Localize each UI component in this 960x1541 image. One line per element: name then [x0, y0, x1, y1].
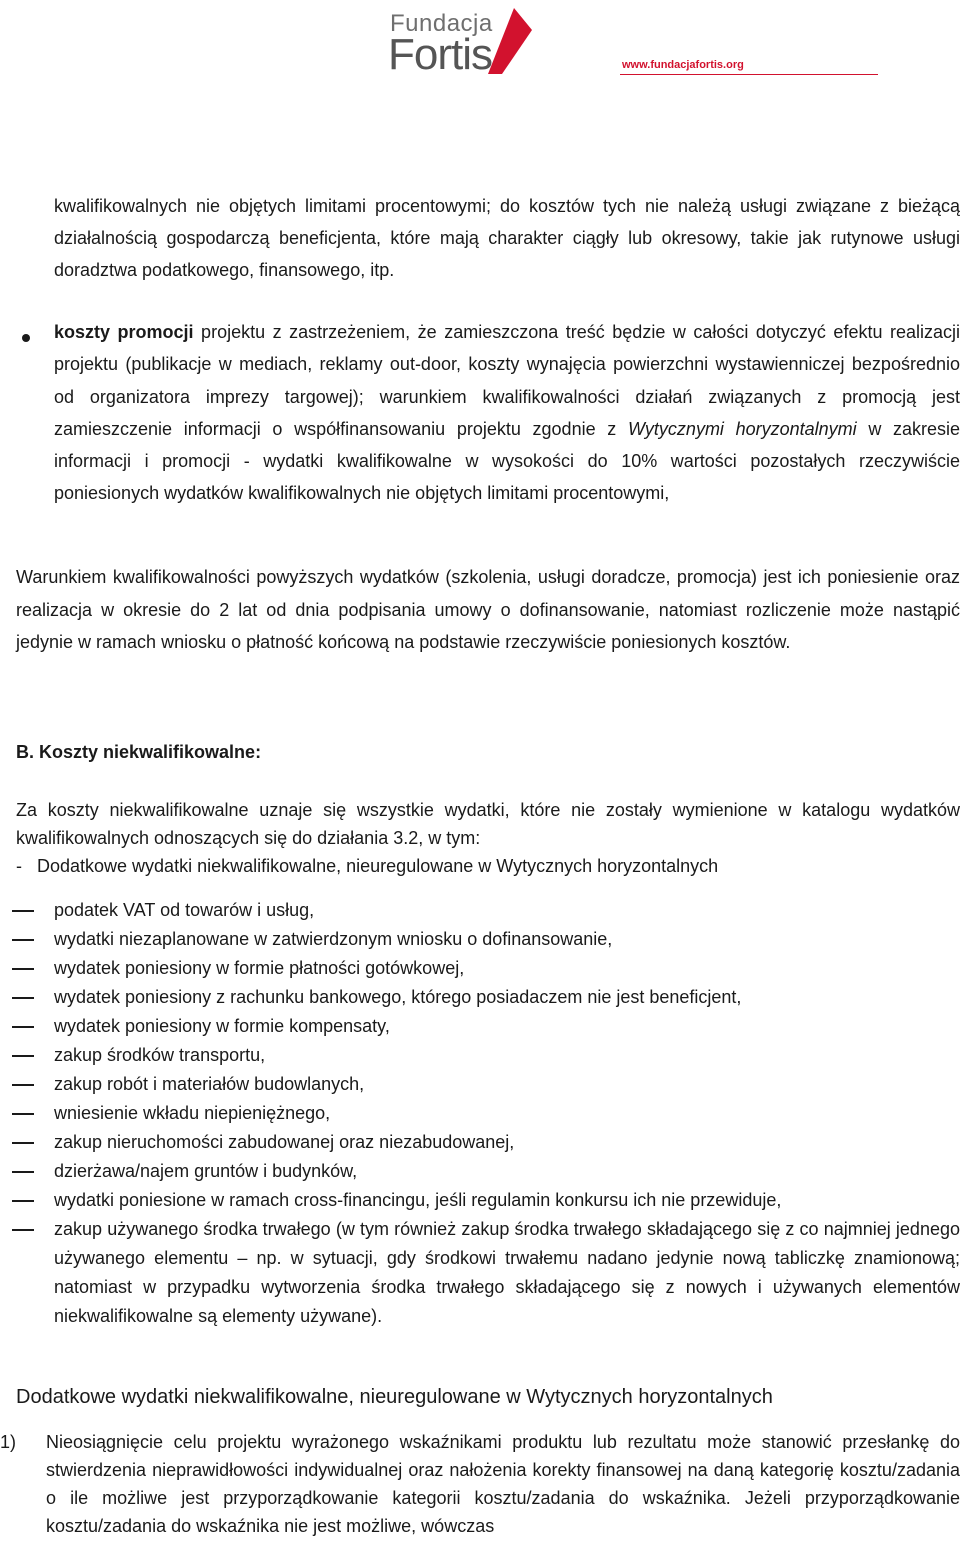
- list-item: podatek VAT od towarów i usług,: [10, 896, 960, 925]
- section-b-intro: Za koszty niekwalifikowalne uznaje się wszystkie wydatki, które nie zostały wymienione w katalogu wydatków kwalifikowalnych odnoszących się do działania 3.2, w tym:: [16, 800, 960, 848]
- continued-paragraph: kwalifikowalnych nie objętych limitami procentowymi; do kosztów tych nie należą usługi związane z bieżącą działalnością gospodarczą beneficjenta, które mają charakter ciągły lub okresowy, takie jak rutynowe usługi doradztwa podatkowego, finansowego, itp.: [54, 196, 960, 280]
- numbered-item-label: 1): [0, 1432, 17, 1452]
- conditions-paragraph: Warunkiem kwalifikowalności powyższych wydatków (szkolenia, usługi doradcze, promocja) jest ich poniesienie oraz realizacja w okresie do 2 lat od dnia podpisania umowy o dofinansowanie, natomiast rozliczenie może nastąpić jedynie w ramach wniosku o płatność końcową na podstawie rzeczywiście poniesionych kosztów.: [16, 567, 960, 652]
- website-link[interactable]: www.fundacjafortis.org: [622, 59, 744, 71]
- list-item: wydatek poniesiony z rachunku bankowego, którego posiadaczem nie jest beneficjent,: [10, 983, 960, 1012]
- list-item: wydatki niezaplanowane w zatwierdzonym wniosku o dofinansowanie,: [10, 925, 960, 954]
- list-item: wydatki poniesione w ramach cross-financingu, jeśli regulamin konkursu ich nie przewiduje,: [10, 1186, 960, 1215]
- promotion-costs-italic: Wytycznymi horyzontalnymi: [627, 418, 857, 439]
- additional-costs-heading: Dodatkowe wydatki niekwalifikowalne, nieuregulowane w Wytycznych horyzontalnych: [16, 1386, 773, 1408]
- numbered-item-text: Nieosiągnięcie celu projektu wyrażonego wskaźnikami produktu lub rezultatu może stanowić przesłankę do stwierdzenia nieprawidłowości indywidualnej oraz nałożenia korekty finansowej na daną kategorię kosztu/zadania o ile możliwe jest przyporządkowanie kategorii kosztu/zadania do wskaźnika. Jeżeli przyporządkowanie kosztu/zadania do wskaźnika nie jest możliwe, wówczas: [46, 1432, 960, 1536]
- section-b-subheading: - Dodatkowe wydatki niekwalifikowalne, nieuregulowane w Wytycznych horyzontalnych: [16, 856, 719, 876]
- section-b-heading: B. Koszty niekwalifikowalne:: [16, 742, 262, 762]
- list-item: wydatek poniesiony w formie kompensaty,: [10, 1012, 960, 1041]
- list-item: zakup używanego środka trwałego (w tym również zakup środka trwałego składającego się z co najmniej jednego używanego elementu – np. w sytuacji, gdy środkowi trwałemu nadano jedynie nową tabliczkę znamionową; natomiast w przypadku wytworzenia środka trwałego składającego się z nowych i używanych elementów niekwalifikowalne są elementy używane).: [10, 1215, 960, 1331]
- logo-text-fundacja: Fundacja: [390, 10, 493, 37]
- promotion-costs-text2: w zakresie informacji i promocji - wydatki kwalifikowalne w wysokości do 10% wartości pozostałych rzeczywiście poniesionych wydatków kwalifikowalnych nie objętych limitami procentowymi,: [54, 418, 960, 504]
- list-item: zakup nieruchomości zabudowanej oraz niezabudowanej,: [10, 1128, 960, 1157]
- logo-text-fortis: Fortis: [388, 30, 492, 79]
- promotion-costs-bold: koszty promocji: [54, 322, 194, 342]
- bullet-dot-icon: [22, 334, 30, 342]
- list-item: zakup robót i materiałów budowlanych,: [10, 1070, 960, 1099]
- list-item: dzierżawa/najem gruntów i budynków,: [10, 1157, 960, 1186]
- non-eligible-list: [10, 896, 960, 1331]
- header-rule: [620, 74, 878, 75]
- promotion-costs-item: [54, 316, 960, 510]
- promotion-costs-text1: projektu z zastrzeżeniem, że zamieszczona treść będzie w całości dotyczyć efektu realizacji projektu (publikacje w mediach, reklamy out-door, koszty wynajęcia powierzchni wystawienniczej bezpośrednio od organizatora imprezy targowej); warunkiem kwalifikowalności działań związanych z promocją jest zamieszczenie informacji o współfinansowaniu projektu zgodnie z: [54, 322, 960, 439]
- logo-mark-icon: [478, 4, 534, 76]
- list-item: wydatek poniesiony w formie płatności gotówkowej,: [10, 954, 960, 983]
- list-item: zakup środków transportu,: [10, 1041, 960, 1070]
- list-item: wniesienie wkładu niepieniężnego,: [10, 1099, 960, 1128]
